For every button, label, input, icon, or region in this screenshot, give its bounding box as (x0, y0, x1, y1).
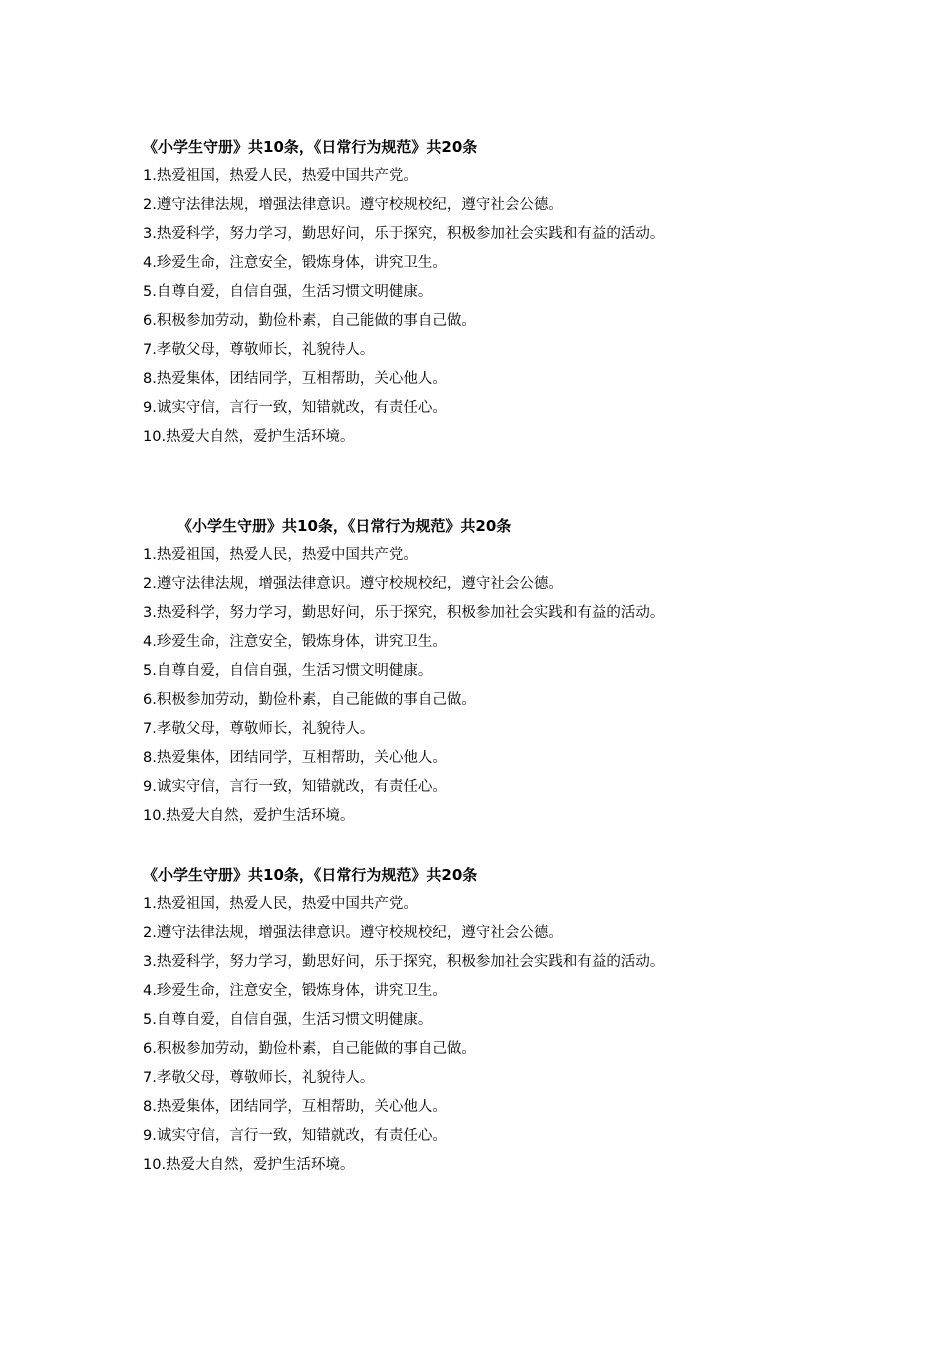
rule-item: 4.珍爱生命，注意安全，锻炼身体，讲究卫生。 (143, 983, 447, 999)
section-title: 《小学生守册》共10条，《日常行为规范》共20条 (143, 138, 478, 156)
rule-item: 2.遵守法律法规，增强法律意识。遵守校规校纪，遵守社会公德。 (143, 576, 563, 592)
rule-item: 3.热爱科学，努力学习，勤思好问，乐于探究，积极参加社会实践和有益的活动。 (143, 954, 665, 970)
rule-item: 6.积极参加劳动，勤俭朴素，自己能做的事自己做。 (143, 1041, 476, 1057)
rule-item: 6.积极参加劳动，勤俭朴素，自己能做的事自己做。 (143, 313, 476, 329)
rule-item: 4.珍爱生命，注意安全，锻炼身体，讲究卫生。 (143, 634, 447, 650)
rule-item: 5.自尊自爱，自信自强，生活习惯文明健康。 (143, 284, 433, 300)
rule-item: 1.热爱祖国，热爱人民，热爱中国共产党。 (143, 896, 418, 912)
rule-item: 8.热爱集体，团结同学，互相帮助，关心他人。 (143, 1099, 447, 1115)
rule-item: 5.自尊自爱，自信自强，生活习惯文明健康。 (143, 1012, 433, 1028)
rule-item: 5.自尊自爱，自信自强，生活习惯文明健康。 (143, 663, 433, 679)
rules-section-1 (143, 133, 903, 452)
section-title: 《小学生守册》共10条，《日常行为规范》共20条 (143, 866, 478, 884)
rule-item: 3.热爱科学，努力学习，勤思好问，乐于探究，积极参加社会实践和有益的活动。 (143, 605, 665, 621)
rule-item: 8.热爱集体，团结同学，互相帮助，关心他人。 (143, 750, 447, 766)
rule-item: 2.遵守法律法规，增强法律意识。遵守校规校纪，遵守社会公德。 (143, 925, 563, 941)
rule-item: 10.热爱大自然，爱护生活环境。 (143, 808, 355, 824)
rule-item: 7.孝敬父母，尊敬师长，礼貌待人。 (143, 342, 375, 358)
rule-item: 9.诚实守信，言行一致，知错就改，有责任心。 (143, 1128, 447, 1144)
rule-item: 2.遵守法律法规，增强法律意识。遵守校规校纪，遵守社会公德。 (143, 197, 563, 213)
rule-item: 9.诚实守信，言行一致，知错就改，有责任心。 (143, 400, 447, 416)
rule-item: 9.诚实守信，言行一致，知错就改，有责任心。 (143, 779, 447, 795)
rule-item: 1.热爱祖国，热爱人民，热爱中国共产党。 (143, 547, 418, 563)
rules-section-2 (143, 512, 903, 831)
rule-item: 4.珍爱生命，注意安全，锻炼身体，讲究卫生。 (143, 255, 447, 271)
rule-item: 6.积极参加劳动，勤俭朴素，自己能做的事自己做。 (143, 692, 476, 708)
rules-section-3 (143, 861, 903, 1180)
rule-item: 8.热爱集体，团结同学，互相帮助，关心他人。 (143, 371, 447, 387)
rule-item: 10.热爱大自然，爱护生活环境。 (143, 429, 355, 445)
rule-item: 1.热爱祖国，热爱人民，热爱中国共产党。 (143, 168, 418, 184)
section-title: 《小学生守册》共10条，《日常行为规范》共20条 (177, 517, 512, 535)
rule-item: 10.热爱大自然，爱护生活环境。 (143, 1157, 355, 1173)
rule-item: 7.孝敬父母，尊敬师长，礼貌待人。 (143, 1070, 375, 1086)
rule-item: 7.孝敬父母，尊敬师长，礼貌待人。 (143, 721, 375, 737)
rule-item: 3.热爱科学，努力学习，勤思好问，乐于探究，积极参加社会实践和有益的活动。 (143, 226, 665, 242)
